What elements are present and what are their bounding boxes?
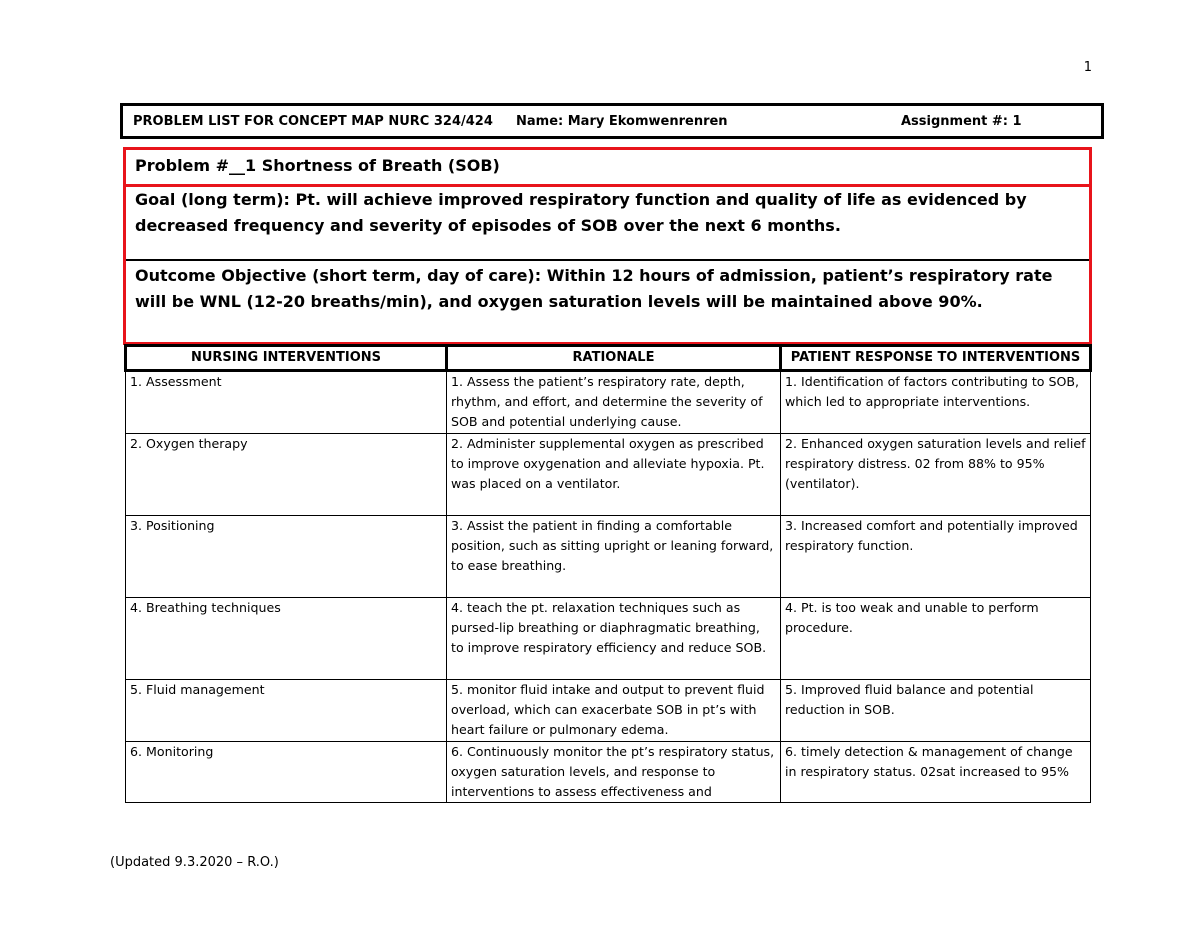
col-header-interventions: NURSING INTERVENTIONS [126,346,447,371]
response-cell: 6. timely detection & management of change in respiratory status. 02sat increased to 95% [781,742,1091,803]
rationale-cell: 1. Assess the patient’s respiratory rate, depth, rhythm, and effort, and determine the severity of SOB and potential underlying cause. [447,371,781,434]
goal-text: Goal (long term): Pt. will achieve improved respiratory function and quality of life as evidenced by decreased frequency and severity of episodes of SOB over the next 6 months. [126,184,1089,261]
header-box [120,103,1104,139]
intervention-cell: 3. Positioning [126,516,447,598]
response-cell: 1. Identification of factors contributing to SOB, which led to appropriate interventions. [781,371,1091,434]
outcome-objective: Outcome Objective (short term, day of care): Within 12 hours of admission, patient’s respiratory rate will be WNL (12-20 breaths/min), and oxygen saturation levels will be maintained above 90%. [135,266,1053,311]
rationale-cell: 6. Continuously monitor the pt’s respiratory status, oxygen saturation levels, and response to interventions to assess effectiveness and [447,742,781,803]
response-cell: 5. Improved fluid balance and potential reduction in SOB. [781,680,1091,742]
intervention-cell: 5. Fluid management [126,680,447,742]
table-header-row [126,346,1091,371]
problem-title: Problem #__1 Shortness of Breath (SOB) [135,156,500,175]
rationale-cell: 5. monitor fluid intake and output to prevent fluid overload, which can exacerbate SOB in pt’s with heart failure or pulmonary edema. [447,680,781,742]
response-cell: 2. Enhanced oxygen saturation levels and relief respiratory distress. 02 from 88% to 95% (ventilator). [781,434,1091,516]
intervention-cell: 4. Breathing techniques [126,598,447,680]
intervention-cell: 1. Assessment [126,371,447,434]
rationale-cell: 2. Administer supplemental oxygen as prescribed to improve oxygenation and alleviate hypoxia. Pt. was placed on a ventilator. [447,434,781,516]
rationale-cell: 3. Assist the patient in finding a comfortable position, such as sitting upright or leaning forward, to ease breathing. [447,516,781,598]
problem-box [123,147,1092,345]
intervention-cell: 2. Oxygen therapy [126,434,447,516]
interventions-table [124,344,1092,803]
col-header-rationale: RATIONALE [447,346,781,371]
table-row [126,680,1091,742]
col-header-response: PATIENT RESPONSE TO INTERVENTIONS [781,346,1091,371]
rationale-cell: 4. teach the pt. relaxation techniques such as pursed-lip breathing or diaphragmatic breathing, to improve respiratory efficiency and reduce SOB. [447,598,781,680]
assignment-number: Assignment #: 1 [901,114,1022,129]
footer-note: (Updated 9.3.2020 – R.O.) [110,855,279,870]
intervention-cell: 6. Monitoring [126,742,447,803]
table-row [126,742,1091,803]
table-row [126,598,1091,680]
page-number: 1 [1083,60,1092,75]
response-cell: 4. Pt. is too weak and unable to perform procedure. [781,598,1091,680]
table-row [126,371,1091,434]
student-name: Name: Mary Ekomwenrenren [516,114,728,129]
table-row [126,434,1091,516]
response-cell: 3. Increased comfort and potentially improved respiratory function. [781,516,1091,598]
header-title: PROBLEM LIST FOR CONCEPT MAP NURC 324/424 [133,114,493,129]
table-row [126,516,1091,598]
